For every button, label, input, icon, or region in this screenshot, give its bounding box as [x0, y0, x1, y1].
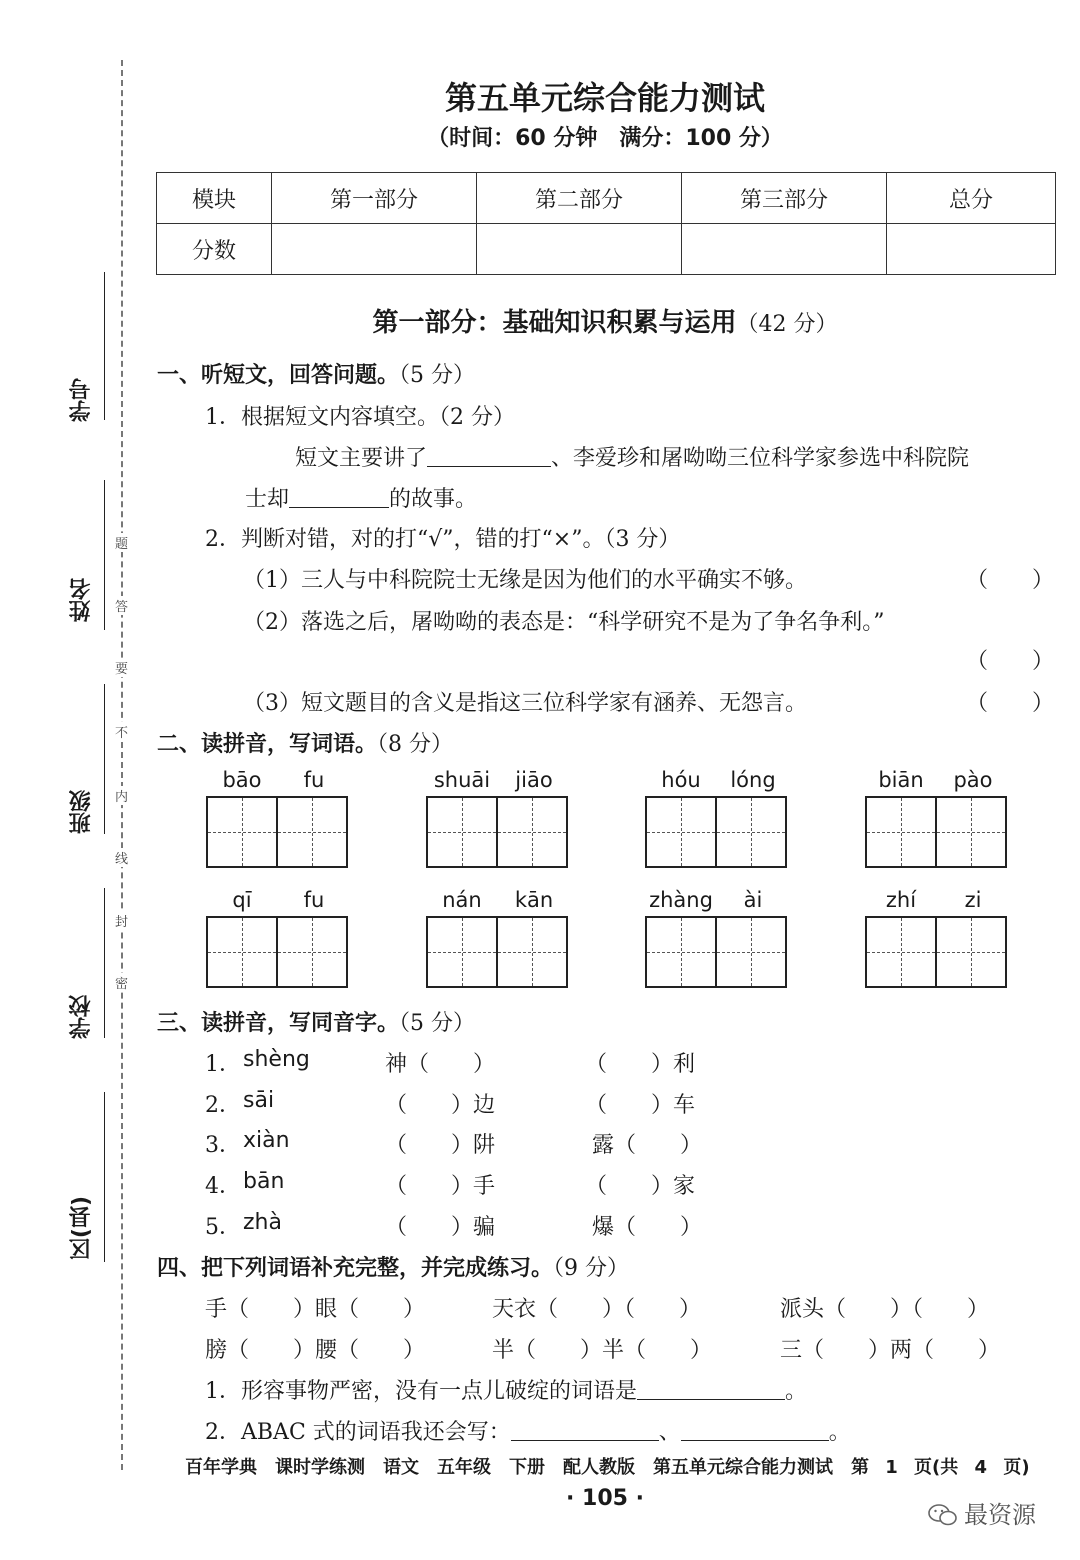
pinyin-syllable: zhí — [885, 888, 917, 912]
seal-char: 题 — [115, 533, 128, 552]
q3-row-number: 4． — [205, 1174, 241, 1199]
writing-grid-box[interactable] — [426, 916, 498, 988]
pinyin-syllable: biān — [878, 768, 924, 792]
q1-points: （5 分） — [399, 363, 476, 388]
q2-title: 二、读拼音，写词语。 — [157, 732, 378, 757]
answer-blank[interactable] — [681, 1418, 829, 1441]
idiom-fill[interactable]: 半（ ）半（ ） — [492, 1338, 713, 1363]
table-header-cell: 总分 — [887, 173, 1056, 224]
homophone-blank[interactable]: 露（ ） — [592, 1133, 703, 1158]
q4-exercise-2 — [205, 1415, 851, 1446]
seal-char: 要 — [115, 658, 128, 677]
binding-dashed-line — [121, 60, 123, 1470]
score-cell[interactable] — [682, 224, 887, 275]
q1-heading — [157, 358, 475, 389]
q3-row-pinyin: shèng — [243, 1047, 310, 1072]
q1-sub1: 1．根据短文内容填空。（2 分） — [205, 405, 515, 430]
writing-grid-box[interactable] — [276, 796, 348, 868]
q1-title: 一、听短文，回答问题。 — [157, 363, 400, 388]
writing-grid-box[interactable] — [496, 796, 568, 868]
part1-title: 第一部分：基础知识积累与运用 — [372, 308, 737, 338]
table-header-cell: 第一部分 — [272, 173, 477, 224]
judge-answer-paren[interactable]: （ ） — [966, 568, 1055, 593]
judge-answer-paren[interactable]: （ ） — [966, 691, 1055, 716]
writing-grid-box[interactable] — [206, 796, 278, 868]
pinyin-syllable: zhàng — [649, 888, 713, 912]
pinyin-syllable: hóu — [661, 768, 701, 792]
homophone-blank[interactable]: 神（ ） — [385, 1052, 496, 1077]
q3-row-number: 1． — [205, 1052, 241, 1077]
writing-grid-box[interactable] — [496, 916, 568, 988]
pinyin-syllable: ài — [743, 888, 763, 912]
q3-row-number: 5． — [205, 1215, 241, 1240]
q3-heading — [157, 1006, 475, 1037]
q1-sub2: 2．判断对错，对的打“√”，错的打“×”。（3 分） — [205, 527, 681, 552]
pinyin-syllable: lóng — [730, 768, 776, 792]
class-label: 班级 — [69, 790, 94, 834]
pinyin-syllable: fu — [303, 768, 325, 792]
q4-points: （9 分） — [553, 1256, 630, 1281]
writing-grid-box[interactable] — [865, 916, 937, 988]
q4-heading — [157, 1251, 629, 1282]
pinyin-syllable: bāo — [222, 768, 262, 792]
q3-points: （5 分） — [399, 1011, 476, 1036]
page-footer: 百年学典 课时学练测 语文 五年级 下册 配人教版 第五单元综合能力测试 第 1 页(共 4 页) — [185, 1457, 1030, 1478]
seal-char: 线 — [115, 848, 128, 867]
writing-grid-box[interactable] — [645, 796, 717, 868]
q4-exercise-1-text: 1．形容事物严密，没有一点儿破绽的词语是 — [205, 1379, 637, 1404]
homophone-blank[interactable]: （ ）手 — [385, 1174, 496, 1199]
writing-grid-box[interactable] — [865, 796, 937, 868]
homophone-blank[interactable]: （ ）车 — [585, 1093, 696, 1118]
q3-row-pinyin: xiàn — [243, 1128, 290, 1153]
q3-row-pinyin: zhà — [243, 1210, 282, 1235]
idiom-fill[interactable]: 膀（ ）腰（ ） — [205, 1338, 426, 1363]
seal-char: 内 — [115, 786, 128, 805]
seal-char: 密 — [115, 973, 128, 992]
idiom-fill[interactable]: 派头（ ）（ ） — [780, 1297, 990, 1322]
table-header-cell: 第三部分 — [682, 173, 887, 224]
writing-grid-box[interactable] — [426, 796, 498, 868]
writing-grid-box[interactable] — [715, 916, 787, 988]
pinyin-syllable: pào — [953, 768, 993, 792]
q1-sub1-text-d: 的故事。 — [389, 487, 478, 512]
judge-item-2: （2）落选之后，屠呦呦的表态是：“科学研究不是为了争名争利。” — [243, 610, 885, 635]
exam-subtitle: （时间：60 分钟 满分：100 分） — [427, 126, 783, 151]
pinyin-syllable: nán — [442, 888, 482, 912]
district-label: 区(县) — [69, 1196, 94, 1261]
homophone-blank[interactable]: （ ）利 — [585, 1052, 696, 1077]
score-cell[interactable] — [272, 224, 477, 275]
idiom-fill[interactable]: 天衣（ ）（ ） — [492, 1297, 702, 1322]
writing-grid-box[interactable] — [276, 916, 348, 988]
part1-heading — [0, 302, 1080, 339]
q1-sub1-line2 — [245, 482, 477, 513]
table-header-cell: 模块 — [157, 173, 272, 224]
full-stop: 。 — [828, 1420, 851, 1445]
judge-answer-paren[interactable]: （ ） — [966, 649, 1055, 674]
q1-sub1-text-b: 、李爱珍和屠呦呦三位科学家参选中科院院 — [551, 446, 970, 471]
q1-sub1-line1 — [295, 441, 969, 472]
answer-blank[interactable] — [637, 1377, 785, 1400]
pinyin-syllable: qī — [232, 888, 252, 912]
score-cell[interactable] — [887, 224, 1056, 275]
student-id-label: 学号 — [69, 378, 94, 422]
q4-exercise-2-text: 2．ABAC 式的词语我还会写： — [205, 1420, 511, 1445]
pinyin-syllable: jiāo — [515, 768, 553, 792]
homophone-blank[interactable]: （ ）阱 — [385, 1133, 496, 1158]
writing-grid-box[interactable] — [206, 916, 278, 988]
seal-char: 不 — [115, 722, 128, 741]
wechat-icon — [928, 1503, 958, 1527]
homophone-blank[interactable]: （ ）骗 — [385, 1215, 496, 1240]
score-table-score-row — [157, 224, 1056, 275]
homophone-blank[interactable]: （ ）边 — [385, 1093, 496, 1118]
pinyin-syllable: fu — [303, 888, 325, 912]
idiom-fill[interactable]: 手（ ）眼（ ） — [205, 1297, 426, 1322]
q3-row-number: 3． — [205, 1133, 241, 1158]
separator: 、 — [658, 1420, 681, 1445]
homophone-blank[interactable]: 爆（ ） — [592, 1215, 703, 1240]
school-label: 学校 — [69, 995, 94, 1039]
page-number: · 105 · — [566, 1486, 644, 1511]
watermark-text: 最资源 — [964, 1501, 1036, 1529]
q3-title: 三、读拼音，写同音字。 — [157, 1011, 400, 1036]
score-table — [156, 172, 1056, 275]
answer-blank[interactable] — [289, 485, 389, 508]
seal-char: 答 — [115, 596, 128, 615]
pinyin-syllable: shuāi — [433, 768, 491, 792]
score-table-header-row — [157, 173, 1056, 224]
table-header-cell: 第二部分 — [477, 173, 682, 224]
q4-title: 四、把下列词语补充完整，并完成练习。 — [157, 1256, 554, 1281]
score-row-label: 分数 — [157, 224, 272, 275]
q1-sub1-text-c: 士却 — [245, 487, 290, 512]
q4-exercise-1 — [205, 1374, 807, 1405]
pinyin-syllable: zi — [964, 888, 982, 912]
watermark — [928, 1495, 1036, 1530]
homophone-blank[interactable]: （ ）家 — [585, 1174, 696, 1199]
full-stop: 。 — [785, 1379, 808, 1404]
q3-row-pinyin: bān — [243, 1169, 285, 1194]
judge-item-3: （3）短文题目的含义是指这三位科学家有涵养、无怨言。 — [243, 691, 807, 716]
seal-char: 封 — [115, 911, 128, 930]
judge-item-1: （1）三人与中科院院士无缘是因为他们的水平确实不够。 — [243, 568, 807, 593]
writing-grid-box[interactable] — [935, 796, 1007, 868]
answer-blank[interactable] — [427, 444, 551, 467]
q2-points: （8 分） — [377, 732, 454, 757]
q1-sub1-text-a: 短文主要讲了 — [295, 446, 428, 471]
q3-row-number: 2． — [205, 1093, 241, 1118]
score-cell[interactable] — [477, 224, 682, 275]
q2-heading — [157, 727, 453, 758]
idiom-fill[interactable]: 三（ ）两（ ） — [780, 1338, 1001, 1363]
answer-blank[interactable] — [511, 1418, 659, 1441]
pinyin-syllable: kān — [514, 888, 554, 912]
writing-grid-box[interactable] — [935, 916, 1007, 988]
part1-points: （42 分） — [736, 312, 838, 337]
q3-row-pinyin: sāi — [243, 1088, 275, 1113]
page-title: 第五单元综合能力测试 — [444, 79, 765, 117]
writing-grid-box[interactable] — [715, 796, 787, 868]
name-label: 姓名 — [69, 578, 94, 622]
writing-grid-box[interactable] — [645, 916, 717, 988]
